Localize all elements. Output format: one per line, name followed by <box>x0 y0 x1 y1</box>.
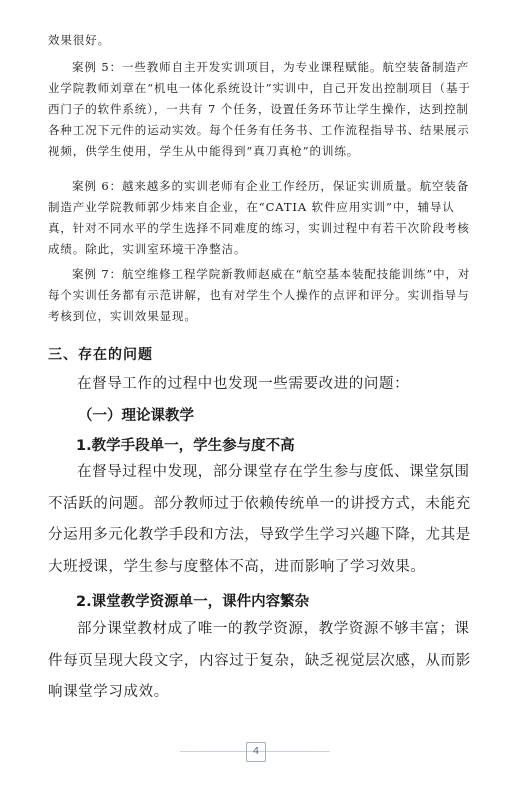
paragraph-case-7: 案例 7：航空维修工程学院新教师赵威在“航空基本装配技能训练”中，对每个实训任务都有示范讲解，也有对学生个人操作的点评和评分。实训指导与考核到位，实训效果显现。 <box>48 267 471 323</box>
paragraph-case-5: 案例 5：一些教师自主开发实训项目，为专业课程赋能。航空装备制造产业学院教师刘章在“机电一体化系统设计”实训中，自己开发出控制项目（基于西门子的软件系统），一共有 7 个任务，设置任务环节让学生操作，达到控制各种工况下元件的运动实效。每个任务有任务书、工作流程指导书、结果展示视频，供学生使用，学生从中能得到“真刀真枪”的训练。 <box>48 60 471 158</box>
section-heading: 三、存在的问题 <box>48 347 153 363</box>
item-1-body: 在督导过程中发现，部分课堂存在学生参与度低、课堂氛围不活跃的问题。部分教师过于依赖传统单一的讲授方式，未能充分运用多元化教学手段和方法，导致学生学习兴趣下降，尤其是大班授课，学生参与度整体不高，进而影响了学习效果。 <box>48 464 471 575</box>
paragraph-continuation: 效果很好。 <box>48 33 110 47</box>
page-number: 4 <box>246 742 266 762</box>
paragraph-case-6: 案例 6：越来越多的实训老师有企业工作经历，保证实训质量。航空装备制造产业学院教师郭少炜来自企业，在“CATIA 软件应用实训”中，辅导认真，针对不同水平的学生选择不同难度的练习，实训过程中有若干次阶段考核成绩。除此，实训室环境干净整洁。 <box>48 179 470 256</box>
item-2-body: 部分课堂教材成了唯一的教学资源，教学资源不够丰富；课件每页呈现大段文字，内容过于复杂，缺乏视觉层次感，从而影响课堂学习成效。 <box>48 621 471 700</box>
item-2-title: 2.课堂教学资源单一，课件内容繁杂 <box>76 594 310 610</box>
subsection-heading: （一）理论课教学 <box>78 408 194 424</box>
section-intro: 在督导工作的过程中也发现一些需要改进的问题： <box>77 376 410 392</box>
item-1-title: 1.教学手段单一，学生参与度不高 <box>76 438 295 454</box>
